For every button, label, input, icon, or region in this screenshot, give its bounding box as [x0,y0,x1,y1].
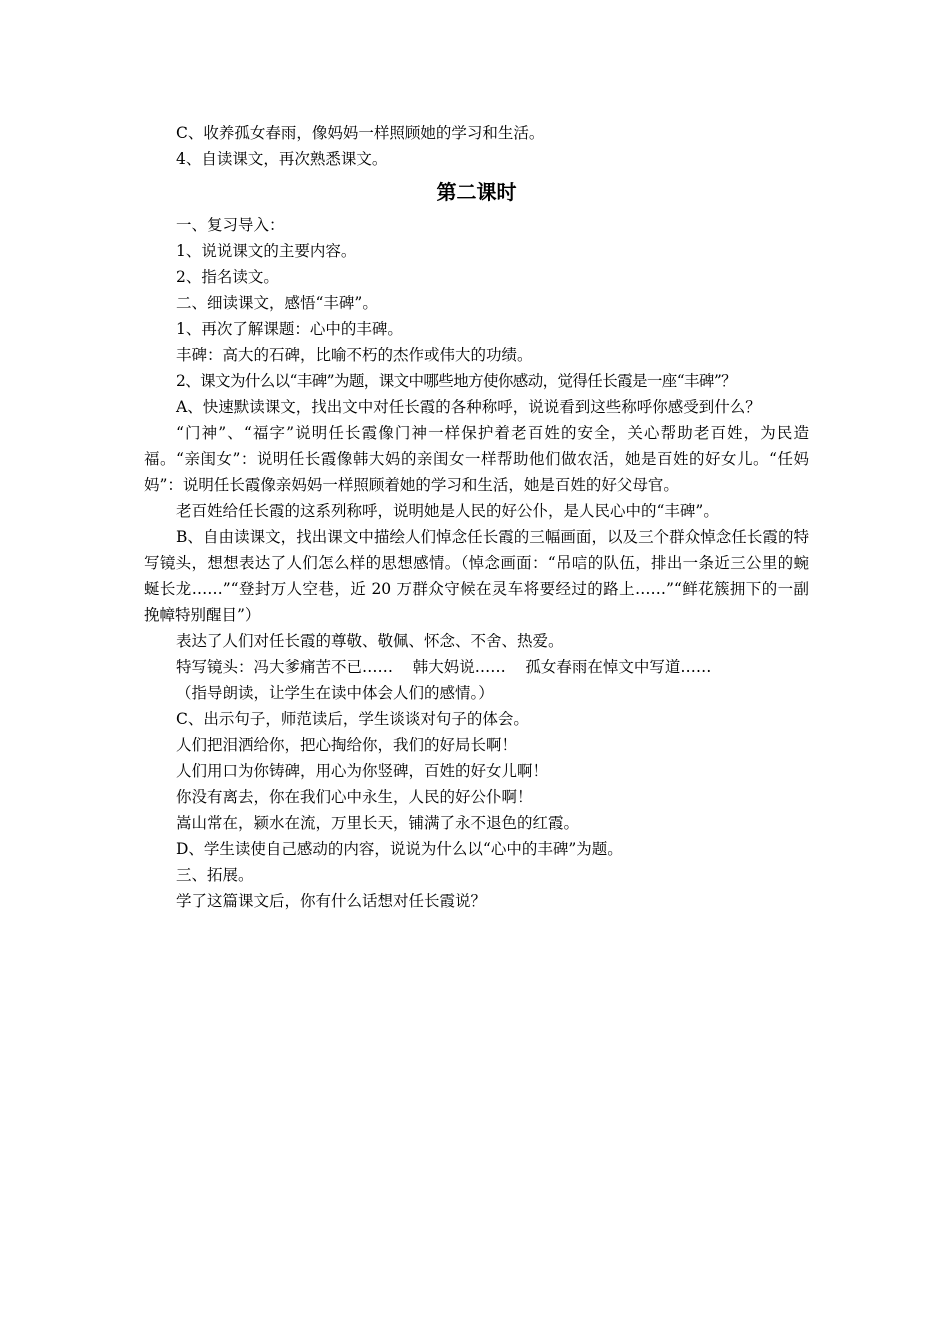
text-line: 一、复习导入： [176,216,285,234]
text-line: 丰碑：高大的石碑，比喻不朽的杰作或伟大的功绩。 [176,346,533,364]
text-line: C、收养孤女春雨，像妈妈一样照顾她的学习和生活。 [176,124,545,142]
text-line: 表达了人们对任长霞的尊敬、敬佩、怀念、不舍、热爱。 [176,632,564,650]
text-line: 人们用口为你铸碑，用心为你竖碑，百姓的好女儿啊！ [176,762,549,780]
text-line: 1、说说课文的主要内容。 [176,242,357,260]
text-line: 2、指名读文。 [176,268,279,286]
text-line: 你没有离去，你在我们心中永生，人民的好公仆啊！ [176,788,533,806]
text-line: 学了这篇课文后，你有什么话想对任长霞说？ [176,892,487,910]
text-line: 特写镜头：冯大爹痛苦不已…… 韩大妈说…… 孤女春雨在悼文中写道…… [176,658,712,676]
text-line: 嵩山常在，颍水在流，万里长天，铺满了永不退色的红霞。 [176,814,580,832]
paragraph-scenes: B、自由读课文，找出课文中描绘人们悼念任长霞的三幅画面，以及三个群众悼念任长霞的特写镜头，想想表达了人们怎么样的思想感情。（悼念画面：“吊唁的队伍，排出一条近三公里的蜿蜒长龙……”“登封万人空巷，近 20 万群众守候在灵车将要经过的路上……”“鲜花簇拥下的一副挽幛特别醒目”） [144,528,809,624]
text-line: 2、课文为什么以“丰碑”为题，课文中哪些地方使你感动，觉得任长霞是一座“丰碑”？ [176,372,737,390]
text-line: 二、细读课文，感悟“丰碑”。 [176,294,378,312]
text-line: 老百姓给任长霞的这系列称呼，说明她是人民的好公仆，是人民心中的“丰碑”。 [176,502,719,520]
text-line: C、出示句子，师范读后，学生谈谈对句子的体会。 [176,710,529,728]
text-line: 三、拓展。 [176,866,254,884]
text-line: 1、再次了解课题：心中的丰碑。 [176,320,403,338]
document-page [144,120,809,914]
text-line: 4、自读课文，再次熟悉课文。 [176,150,388,168]
text-line: （指导朗读，让学生在读中体会人们的感情。） [176,684,494,702]
text-line: A、快速默读课文，找出文中对任长霞的各种称呼，说说看到这些称呼你感受到什么？ [176,398,761,416]
paragraph-names: “门神”、“福字”说明任长霞像门神一样保护着老百姓的安全，关心帮助老百姓，为民造福。“亲闺女”：说明任长霞像韩大妈的亲闺女一样帮助他们做农活，她是百姓的好女儿。“任妈妈”：说明任长霞像亲妈妈一样照顾着她的学习和生活，她是百姓的好父母官。 [144,424,809,494]
section-heading: 第二课时 [436,180,517,204]
text-line: D、学生读使自己感动的内容，说说为什么以“心中的丰碑”为题。 [176,840,623,858]
text-line: 人们把泪洒给你，把心掏给你，我们的好局长啊！ [176,736,518,754]
